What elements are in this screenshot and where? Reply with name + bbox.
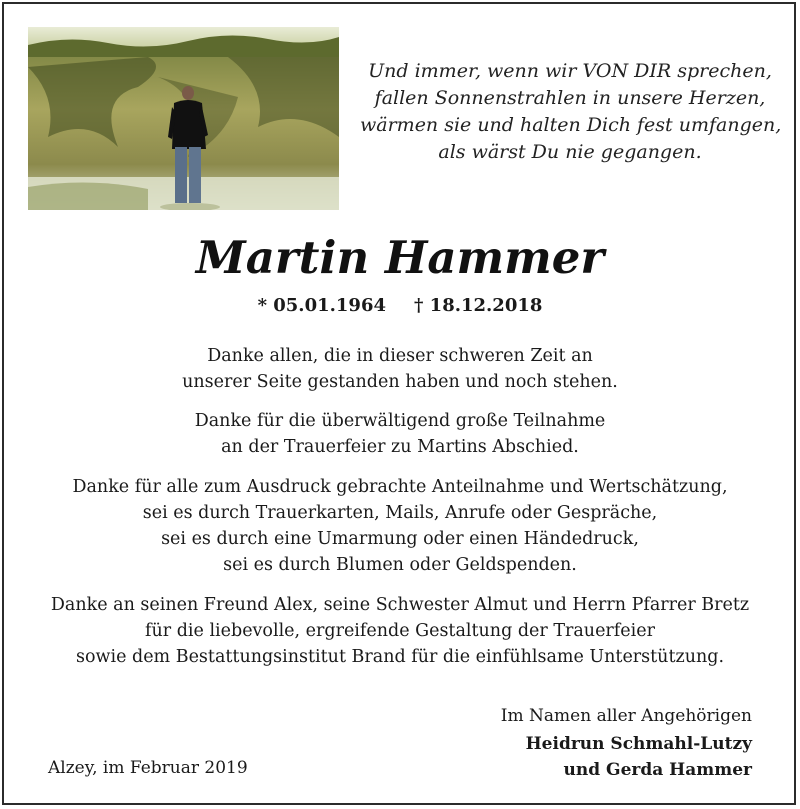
paragraph-line: sei es durch Blumen oder Geldspenden.	[223, 555, 577, 575]
death-date: † 18.12.2018	[414, 295, 543, 316]
thanks-paragraph	[0, 408, 800, 460]
thanks-paragraph	[0, 592, 800, 670]
place-and-date: Alzey, im Februar 2019	[48, 758, 248, 778]
deceased-name: Martin Hammer	[195, 231, 605, 284]
thanks-paragraph	[0, 474, 800, 578]
memorial-photo	[28, 27, 339, 210]
memorial-poem	[360, 58, 780, 166]
signature-intro: Im Namen aller Angehörigen	[500, 706, 752, 726]
paragraph-line: Danke für alle zum Ausdruck gebrachte Anteilnahme und Wertschätzung,	[72, 477, 728, 497]
poem-line: wärmen sie und halten Dich fest umfangen,	[360, 114, 782, 136]
life-dates	[0, 293, 800, 319]
paragraph-line: Danke allen, die in dieser schweren Zeit an	[207, 346, 593, 366]
paragraph-line: Danke für die überwältigend große Teilnahme	[194, 411, 606, 431]
poem-line: fallen Sonnenstrahlen in unsere Herzen,	[374, 87, 766, 109]
paragraph-line: für die liebevolle, ergreifende Gestaltung der Trauerfeier	[145, 621, 655, 641]
paragraph-line: an der Trauerfeier zu Martins Abschied.	[221, 437, 579, 457]
paragraph-line: Danke an seinen Freund Alex, seine Schwester Almut und Herrn Pfarrer Bretz	[50, 595, 750, 615]
thanks-paragraph	[0, 343, 800, 395]
birth-date: * 05.01.1964	[257, 295, 386, 316]
signatory-name: Heidrun Schmahl-Lutzy	[525, 734, 752, 754]
poem-line: als wärst Du nie gegangen.	[438, 141, 702, 163]
paragraph-line: sei es durch eine Umarmung oder einen Händedruck,	[161, 529, 639, 549]
signature-block	[501, 703, 752, 783]
signatory-name: und Gerda Hammer	[563, 760, 752, 780]
poem-line: Und immer, wenn wir VON DIR sprechen,	[368, 60, 772, 82]
paragraph-line: sowie dem Bestattungsinstitut Brand für die einfühlsame Unterstützung.	[75, 647, 725, 667]
paragraph-line: sei es durch Trauerkarten, Mails, Anrufe oder Gespräche,	[142, 503, 658, 523]
paragraph-line: unserer Seite gestanden haben und noch stehen.	[182, 372, 618, 392]
